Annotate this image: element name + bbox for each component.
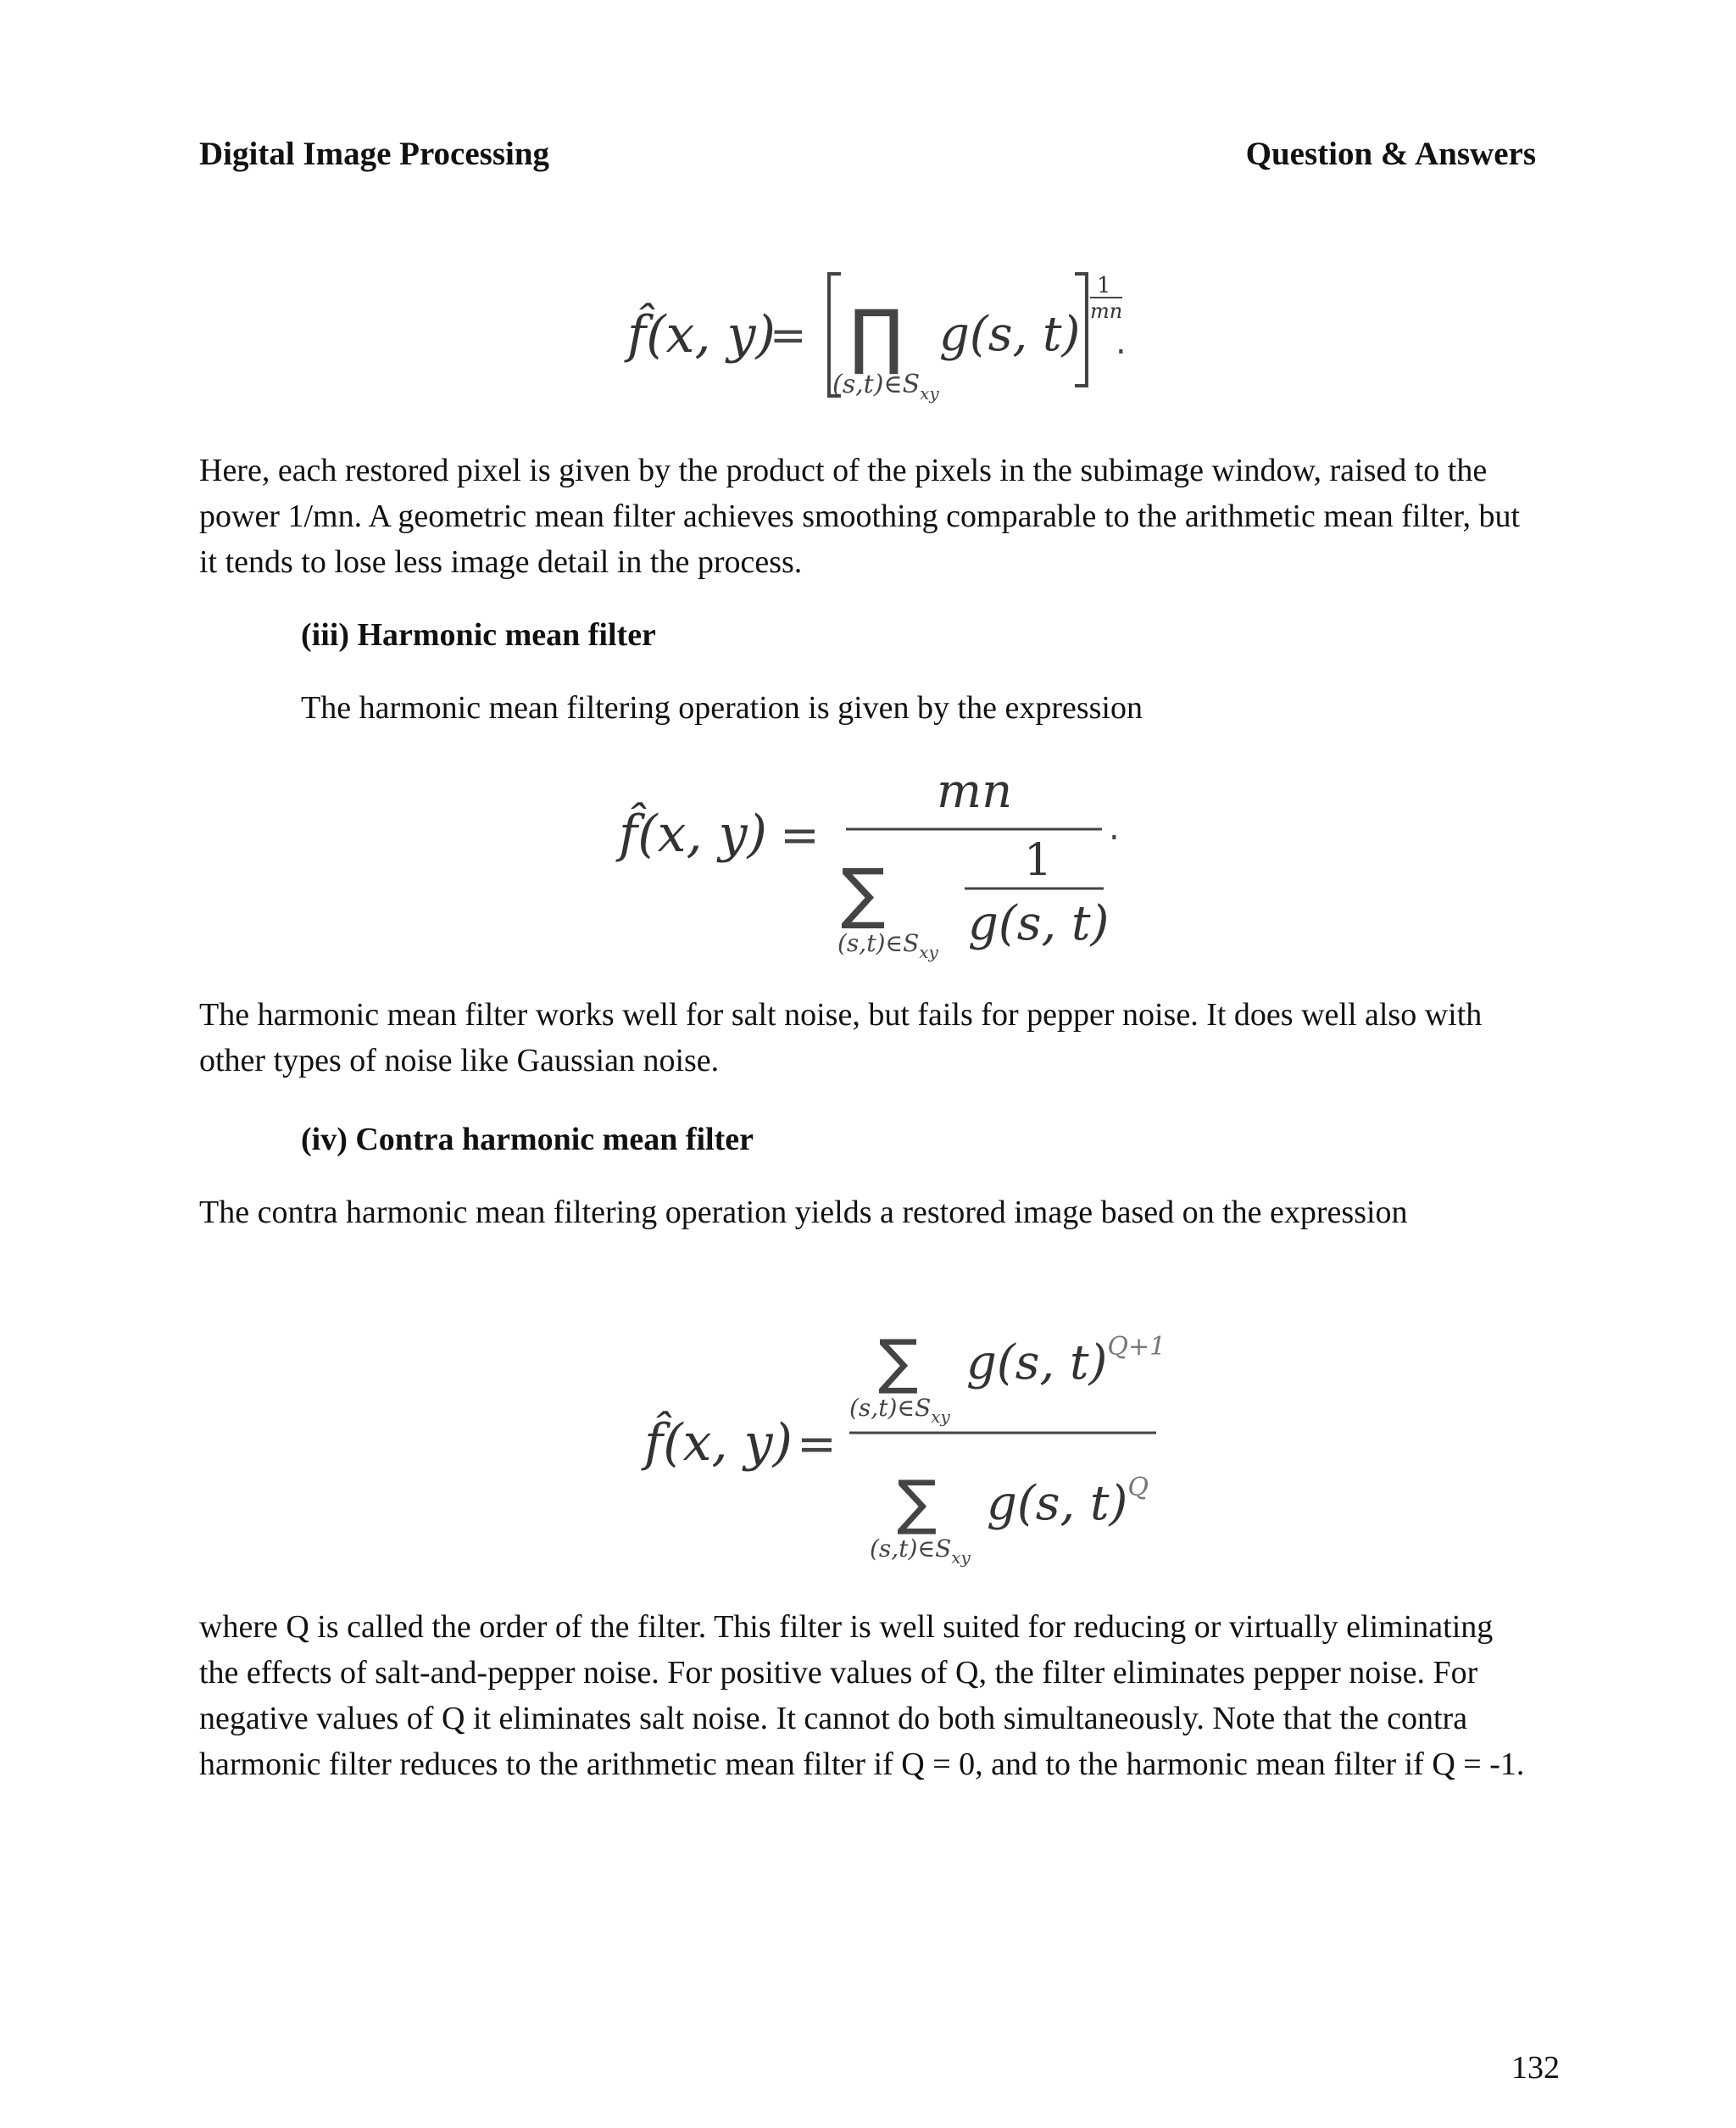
harmonic-equals: = xyxy=(780,808,820,863)
header-title: Digital Image Processing xyxy=(199,136,550,172)
product-operator: ∏ xyxy=(849,294,904,377)
geometric-equals: = xyxy=(770,310,807,361)
geometric-description: Here, each restored pixel is given by the product of the pixels in the subimage window, raised to the power 1/mn. A geometric mean filter achieves smoothing comparable to the arithmetic mean filter, but it tends to lose less image detail in the process. xyxy=(199,453,1521,580)
exponent-denominator: mn xyxy=(1090,299,1123,323)
denominator-term: g(s, t)$^Q$ xyxy=(987,1473,1149,1531)
geometric-period: . xyxy=(1116,323,1127,362)
contra-description: where Q is called the order of the filter. This filter is well suited for reducing or virtually eliminating the effects of salt-and-pepper noise. For positive values of Q, the filter eliminates pepper noise. For negative values of Q it eliminates salt noise. It cannot do both simultaneously. Note that the contra harmonic filter reduces to the arithmetic mean filter if Q = 0, and to the harmonic mean filter if Q = -1. xyxy=(199,1609,1525,1782)
numerator-sum-operator: ∑ xyxy=(878,1327,919,1396)
header-section: Question & Answers xyxy=(1245,136,1536,172)
harmonic-intro: The harmonic mean filtering operation is given by the expression xyxy=(301,690,1143,726)
inner-numerator: 1 xyxy=(1024,835,1053,886)
denominator-sum-operator: ∑ xyxy=(897,1468,938,1537)
sum-operator: ∑ xyxy=(841,855,886,932)
harmonic-subscript: $(s,t)\in S_{xy}$ xyxy=(837,929,938,962)
numerator-term: g(s, t)$^{Q+1}$ xyxy=(966,1332,1166,1390)
harmonic-period: . xyxy=(1109,809,1120,848)
exponent-numerator: 1 xyxy=(1097,273,1111,298)
geometric-mean-formula xyxy=(610,250,1136,420)
geometric-term: g(s, t) xyxy=(939,307,1081,362)
harmonic-description: The harmonic mean filter works well for salt noise, but fails for pepper noise. It does well also with other types of noise like Gaussian noise. xyxy=(199,997,1483,1078)
harmonic-numerator: mn xyxy=(937,764,1013,819)
contra-intro: The contra harmonic mean filtering operation yields a restored image based on the expression xyxy=(199,1195,1408,1230)
contra-lhs: f̂(x, y) xyxy=(644,1413,793,1473)
contra-heading: (iv) Contra harmonic mean filter xyxy=(301,1122,754,1157)
harmonic-mean-formula xyxy=(610,763,1153,967)
numerator-subscript: $(s,t)\in S_{xy}$ xyxy=(849,1394,950,1427)
contraharmonic-mean-formula xyxy=(627,1297,1187,1577)
geometric-subscript: $(s,t)\in S_{xy}$ xyxy=(832,370,939,404)
harmonic-lhs: f̂(x, y) xyxy=(619,805,767,864)
geometric-lhs: f̂(x, y) xyxy=(627,305,776,365)
inner-denominator: g(s, t) xyxy=(968,896,1110,951)
harmonic-heading: (iii) Harmonic mean filter xyxy=(301,617,656,653)
contra-equals: = xyxy=(797,1417,837,1472)
denominator-subscript: $(s,t)\in S_{xy}$ xyxy=(870,1535,971,1568)
page-number: 132 xyxy=(1511,2050,1560,2086)
